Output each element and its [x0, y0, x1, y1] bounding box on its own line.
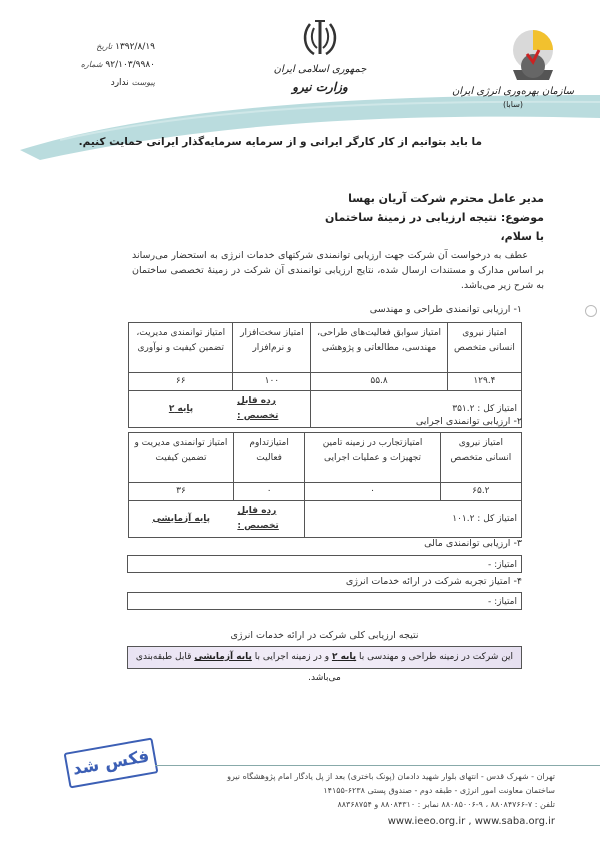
result-grade-design: پایه ۲: [331, 652, 357, 662]
table-cell: ۳۶: [129, 483, 234, 501]
letter-body: عطف به درخواست آن شرکت جهت ارزیابی توانمندی شرکتهای خدمات انرژی به استحضار می‌رساند بر اساس مدارک و مستندات ارسال شده، نتایج ارزیابی توانمندی آن شرکت در زمینهٔ تخصصی ساختمان به شرح زیر می‌باشد.: [132, 250, 544, 291]
result-summary: این شرکت در زمینه طراحی و مهندسی با پایه ۲ و در زمینه اجرایی با پایه آزمایشی قابل طبقه‌بندی می‌باشد.: [127, 646, 522, 669]
design-engineering-table: [128, 322, 522, 428]
result-grade-execution: پایه آزمایشی: [194, 652, 252, 662]
letter-meta: [55, 38, 155, 92]
footer-divider: [155, 765, 600, 766]
table-cell: ۵۵.۸: [311, 373, 448, 391]
government-name: جمهوری اسلامی ایران: [273, 64, 367, 75]
ministry-name: وزارت نیرو: [292, 80, 348, 94]
table-header-row: [129, 433, 522, 483]
table-cell: ۰: [233, 483, 305, 501]
section3-score: امتیاز: -: [127, 555, 522, 573]
table-cell: ۱۰۰: [233, 373, 311, 391]
table-total-row: [129, 501, 522, 538]
grade-label: رده قابل تخصیص :: [233, 391, 311, 428]
organization-name: سازمان بهره‌وری انرژی ایران: [451, 86, 575, 97]
table-header-cell: امتیاز نیروی انسانی متخصص: [440, 433, 521, 483]
grade-value: پایه آزمایشی: [129, 501, 234, 538]
footer-address-2: ساختمان معاونت امور انرژی - طبقه دوم - صندوق پستی ۶۲۳۸-۱۴۱۵۵: [323, 786, 555, 795]
fax-sent-stamp: فکس شد: [64, 737, 159, 788]
table-cell: ۱۲۹.۴: [447, 373, 521, 391]
table-header-cell: امتیازتجارب در زمینه تامین تجهیزات و عملیات اجرایی: [305, 433, 440, 483]
section2-title: ۲- ارزیابی توانمندی اجرایی: [415, 416, 522, 427]
saba-logo-icon: [505, 28, 561, 84]
table-row: [129, 373, 522, 391]
footer-address-1: تهران - شهرک قدس - انتهای بلوار شهید دادمان (پونک باختری) بعد از پل یادگار امام پژوهشگاه نیرو: [227, 772, 555, 781]
execution-table: [128, 432, 522, 538]
date-value: ۱۳۹۲/۸/۱۹: [115, 42, 155, 52]
section4-score: امتیاز: -: [127, 592, 522, 610]
grade-value: پایه ۲: [129, 391, 233, 428]
slogan: ما باید بتوانیم از کار کارگر ایرانی و از سرمایه سرمایه‌گذار ایرانی حمایت کنیم.: [78, 136, 482, 148]
table-row: [129, 483, 522, 501]
result-title: نتیجه ارزیابی کلی شرکت در ارائه خدمات انرژی: [230, 630, 419, 641]
footer-urls[interactable]: www.ieeo.org.ir , www.saba.org.ir: [387, 816, 555, 827]
punch-hole-mark: [585, 305, 597, 317]
attachment-label: پیوست: [131, 78, 155, 87]
number-label: شماره: [80, 60, 103, 69]
number-value: ۹۲/۱۰۳/۹۹۸۰: [105, 60, 155, 70]
recipient: مدیر عامل محترم شرکت آریان بهسا: [348, 192, 544, 205]
table-header-cell: امتیاز سخت‌افزار و نرم‌افزار: [233, 323, 311, 373]
section1-title: ۱- ارزیابی توانمندی طراحی و مهندسی: [369, 304, 522, 315]
attachment-value: ندارد: [110, 78, 129, 88]
table-header-row: [129, 323, 522, 373]
total-score: امتیاز کل : ۱۰۱.۲: [305, 501, 522, 538]
table-cell: ۶۵.۲: [440, 483, 521, 501]
iran-emblem-icon: [302, 18, 338, 60]
greeting: با سلام،: [500, 230, 544, 243]
section4-title: ۴- امتیاز تجربه شرکت در ارائه خدمات انرژی: [345, 576, 522, 587]
table-cell: ۶۶: [129, 373, 233, 391]
table-header-cell: امتیاز سوابق فعالیت‌های طراحی، مهندسی، مطالعاتی و پژوهشی: [311, 323, 448, 373]
table-header-cell: امتیاز نیروی انسانی متخصص: [447, 323, 521, 373]
grade-label: رده قابل تخصیص :: [233, 501, 305, 538]
table-cell: ۰: [305, 483, 440, 501]
organization-abbr: (سابا): [502, 100, 524, 109]
table-header-cell: امتیازتداوم فعالیت: [233, 433, 305, 483]
footer-phones: تلفن : ۷-۸۸۰۸۴۷۶۶ ، ۹-۸۸۰۸۵۰۰۶ نمابر : ۸۸۰۸۴۳۱۰ و ۸۸۳۶۸۷۵۴: [337, 800, 555, 809]
total-score: امتیاز کل : ۳۵۱.۲: [311, 391, 522, 428]
table-header-cell: امتیاز توانمندی مدیریت و تضمین کیفیت: [129, 433, 234, 483]
table-header-cell: امتیاز توانمندی مدیریت، تضمین کیفیت و نوآوری: [129, 323, 233, 373]
date-label: تاریخ: [96, 42, 113, 51]
subject: موضوع: نتیجه ارزیابی در زمینهٔ ساختمان: [325, 211, 544, 224]
section3-title: ۳- ارزیابی توانمندی مالی: [424, 538, 522, 549]
